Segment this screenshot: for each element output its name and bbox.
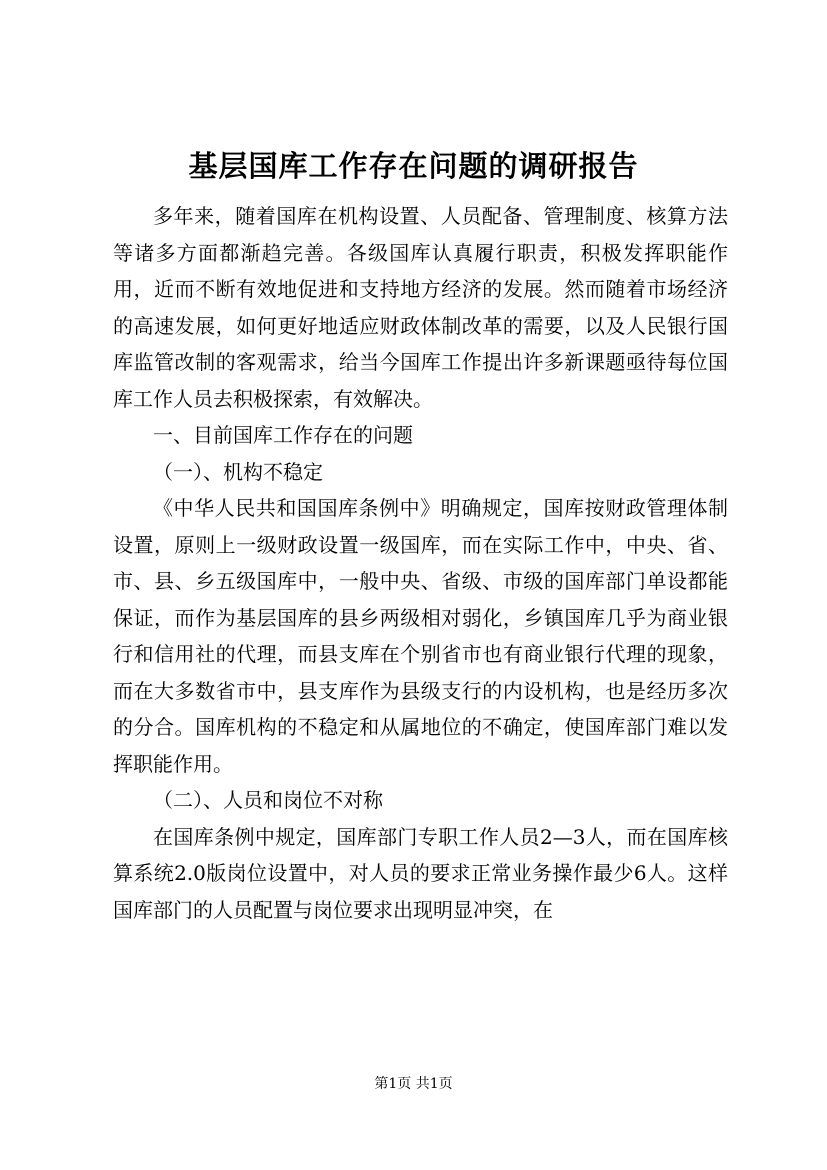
document-title: 基层国库工作存在问题的调研报告: [188, 149, 639, 183]
subsection-heading-institution: （一）、机构不稳定: [153, 459, 323, 484]
document-body: [113, 198, 728, 928]
page-number-footer: 第1页 共1页: [374, 1076, 453, 1092]
intro-paragraph: 多年来，随着国库在机构设置、人员配备、管理制度、核算方法等诸多方面都渐趋完善。各级国库认真履行职责，积极发挥职能作用，近而不断有效地促进和支持地方经济的发展。然而随着市场经济的高速发展，如何更好地适应财政体制改革的需要，以及人民银行国库监管改制的客观需求，给当今国库工作提出许多新课题亟待每位国库工作人员去积极探索，有效解决。: [113, 204, 728, 411]
subsection-heading-staffing: （二）、人员和岗位不对称: [153, 788, 383, 812]
section-heading-problems: 一、目前国库工作存在的问题: [153, 423, 413, 447]
staffing-paragraph: 在国库条例中规定，国库部门专职工作人员2—3人，而在国库核算系统2.0版岗位设置中，对人员的要求正常业务操作最少6人。这样国库部门的人员配置与岗位要求出现明显冲突，在: [113, 824, 728, 922]
institution-paragraph: 《中华人民共和国国库条例中》明确规定，国库按财政管理体制设置，原则上一级财政设置一级国库，而在实际工作中，中央、省、市、县、乡五级国库中，一般中央、省级、市级的国库部门单设都能保证，而作为基层国库的县乡两级相对弱化，乡镇国库几乎为商业银行和信用社的代理，而县支库在个别省市也有商业银行代理的现象，而在大多数省市中，县支库作为县级支行的内设机构，也是经历多次的分合。国库机构的不稳定和从属地位的不确定，使国库部门难以发挥职能作用。: [113, 496, 728, 776]
